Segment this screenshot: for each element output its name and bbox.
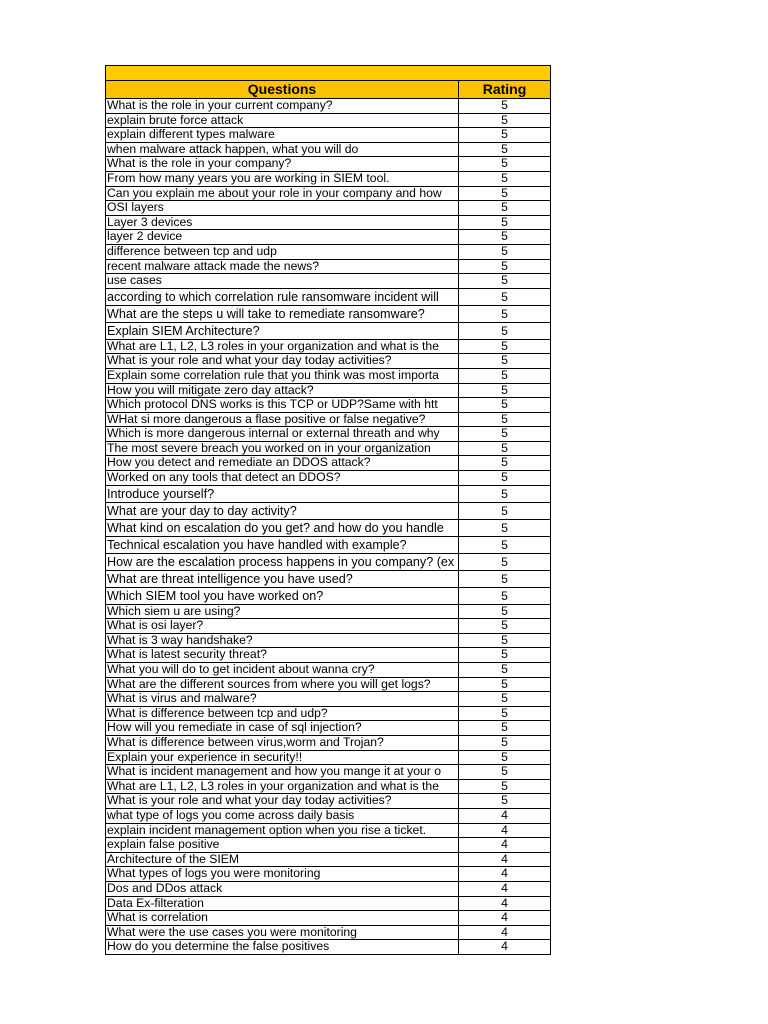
rating-cell: 5 xyxy=(501,647,508,662)
rating-cell: 5 xyxy=(501,537,508,552)
rating-cell: 5 xyxy=(501,98,508,112)
table-row xyxy=(105,765,551,780)
rating-cell: 4 xyxy=(501,837,508,852)
question-cell: What are the steps u will take to remediate ransomware? xyxy=(106,306,459,322)
question-cell: Layer 3 devices xyxy=(106,216,459,230)
question-cell: Explain some correlation rule that you think was most importa xyxy=(106,369,459,383)
table-row xyxy=(105,554,551,571)
table-row xyxy=(105,128,551,143)
question-cell: How do you determine the false positives xyxy=(106,940,459,954)
question-cell: explain false positive xyxy=(106,838,459,852)
table-row xyxy=(105,780,551,795)
table-row xyxy=(105,143,551,158)
table-row xyxy=(105,537,551,554)
question-cell: Can you explain me about your role in your company and how xyxy=(106,187,459,201)
rating-cell: 5 xyxy=(501,662,508,677)
rating-cell: 5 xyxy=(501,323,508,338)
question-cell: What types of logs you were monitoring xyxy=(106,867,459,881)
question-cell: How you detect and remediate an DDOS attack? xyxy=(106,456,459,470)
question-cell: What is your role and what your day today activities? xyxy=(106,794,459,808)
rating-cell: 5 xyxy=(501,170,508,185)
table-row xyxy=(105,456,551,471)
rating-cell: 5 xyxy=(501,367,508,382)
question-cell: Dos and DDos attack xyxy=(106,882,459,896)
rating-cell: 5 xyxy=(501,243,508,258)
question-cell: What kind on escalation do you get? and how do you handle xyxy=(106,520,459,536)
table-row xyxy=(105,707,551,722)
question-cell: Introduce yourself? xyxy=(106,486,459,502)
table-row xyxy=(105,588,551,605)
question-cell: What is osi layer? xyxy=(106,619,459,633)
table-row xyxy=(105,736,551,751)
question-cell: The most severe breach you worked on in your organization xyxy=(106,442,459,456)
rating-cell: 5 xyxy=(501,764,508,779)
table-row xyxy=(105,369,551,384)
table-row xyxy=(105,853,551,868)
question-cell: What is incident management and how you mange it at your o xyxy=(106,765,459,779)
table-row xyxy=(105,571,551,588)
question-cell: What is latest security threat? xyxy=(106,648,459,662)
question-cell: explain incident management option when you rise a ticket. xyxy=(106,824,459,838)
table-body xyxy=(105,99,551,955)
rating-cell: 5 xyxy=(501,588,508,603)
rating-cell: 5 xyxy=(501,185,508,200)
rating-cell: 5 xyxy=(501,426,508,441)
table-row xyxy=(105,157,551,172)
rating-cell: 5 xyxy=(501,141,508,156)
question-cell: Worked on any tools that detect an DDOS? xyxy=(106,471,459,485)
table-row xyxy=(105,289,551,306)
rating-cell: 5 xyxy=(501,603,508,618)
rating-header: Rating xyxy=(482,81,527,97)
questions-header: Questions xyxy=(106,81,459,98)
table-header-row xyxy=(105,81,551,99)
table-row xyxy=(105,809,551,824)
question-cell: What is the role in your current company? xyxy=(106,99,459,113)
rating-cell: 4 xyxy=(501,807,508,822)
rating-cell: 5 xyxy=(501,676,508,691)
table-row xyxy=(105,824,551,839)
table-row xyxy=(105,323,551,340)
question-cell: What were the use cases you were monitoring xyxy=(106,926,459,940)
question-cell: WHat si more dangerous a flase positive or false negative? xyxy=(106,413,459,427)
question-cell: Which is more dangerous internal or external threath and why xyxy=(106,427,459,441)
table-row xyxy=(105,354,551,369)
table-row xyxy=(105,201,551,216)
rating-cell: 4 xyxy=(501,910,508,925)
rating-cell: 5 xyxy=(501,156,508,171)
rating-cell: 4 xyxy=(501,880,508,895)
table-row xyxy=(105,471,551,486)
question-cell: What is difference between virus,worm and Trojan? xyxy=(106,736,459,750)
table-row xyxy=(105,187,551,202)
rating-cell: 5 xyxy=(501,793,508,808)
rating-cell: 5 xyxy=(501,720,508,735)
question-cell: Which protocol DNS works is this TCP or UDP?Same with htt xyxy=(106,398,459,412)
rating-cell: 4 xyxy=(501,822,508,837)
table-row xyxy=(105,114,551,129)
rating-cell: 5 xyxy=(501,735,508,749)
top-yellow-bar xyxy=(105,65,551,81)
question-cell: How you will mitigate zero day attack? xyxy=(106,384,459,398)
table-row xyxy=(105,897,551,912)
question-cell: What are threat intelligence you have used? xyxy=(106,571,459,587)
rating-cell: 5 xyxy=(501,503,508,518)
rating-cell: 5 xyxy=(501,749,508,764)
table-row xyxy=(105,427,551,442)
question-cell: What are L1, L2, L3 roles in your organization and what is the xyxy=(106,340,459,354)
question-cell: according to which correlation rule ransomware incident will xyxy=(106,289,459,305)
rating-cell: 5 xyxy=(501,411,508,426)
rating-cell: 4 xyxy=(501,924,508,939)
question-cell: Explain your experience in security!! xyxy=(106,751,459,765)
rating-cell: 5 xyxy=(501,200,508,215)
question-cell: How are the escalation process happens in you company? (ex xyxy=(106,554,459,570)
table-row xyxy=(105,99,551,114)
question-cell: when malware attack happen, what you will do xyxy=(106,143,459,157)
question-cell: What is difference between tcp and udp? xyxy=(106,707,459,721)
rating-cell: 4 xyxy=(501,895,508,910)
table-row xyxy=(105,520,551,537)
table-row xyxy=(105,384,551,399)
table-row xyxy=(105,692,551,707)
question-cell: OSI layers xyxy=(106,201,459,215)
table-row xyxy=(105,648,551,663)
rating-cell: 5 xyxy=(501,632,508,647)
table-row xyxy=(105,486,551,503)
question-cell: use cases xyxy=(106,274,459,288)
rating-cell: 5 xyxy=(501,486,508,501)
question-cell: What is the role in your company? xyxy=(106,157,459,171)
rating-cell: 5 xyxy=(501,455,508,470)
table-row xyxy=(105,634,551,649)
question-cell: How will you remediate in case of sql injection? xyxy=(106,721,459,735)
question-cell: What is virus and malware? xyxy=(106,692,459,706)
table-row xyxy=(105,619,551,634)
question-cell: What are the different sources from where you will get logs? xyxy=(106,678,459,692)
rating-cell: 4 xyxy=(501,939,508,954)
rating-cell: 5 xyxy=(501,353,508,368)
question-cell: explain brute force attack xyxy=(106,114,459,128)
rating-cell: 5 xyxy=(501,618,508,633)
question-cell: Data Ex-filteration xyxy=(106,897,459,911)
table-row xyxy=(105,940,551,955)
rating-cell: 5 xyxy=(501,258,508,273)
table-row xyxy=(105,172,551,187)
table-row xyxy=(105,340,551,355)
table-row xyxy=(105,751,551,766)
table-row xyxy=(105,216,551,231)
question-cell: Explain SIEM Architecture? xyxy=(106,323,459,339)
table-row xyxy=(105,882,551,897)
rating-cell: 5 xyxy=(501,520,508,535)
question-cell: What is correlation xyxy=(106,911,459,925)
question-cell: layer 2 device xyxy=(106,230,459,244)
table-row xyxy=(105,306,551,323)
rating-cell: 5 xyxy=(501,691,508,706)
table-row xyxy=(105,398,551,413)
rating-cell: 5 xyxy=(501,214,508,229)
question-cell: recent malware attack made the news? xyxy=(106,260,459,274)
rating-cell: 5 xyxy=(501,127,508,142)
spreadsheet-table xyxy=(105,65,551,955)
question-cell: What are your day to day activity? xyxy=(106,503,459,519)
rating-cell: 5 xyxy=(501,778,508,793)
question-cell: What are L1, L2, L3 roles in your organization and what is the xyxy=(106,780,459,794)
table-row xyxy=(105,678,551,693)
rating-cell: 5 xyxy=(501,554,508,569)
table-row xyxy=(105,245,551,260)
table-row xyxy=(105,838,551,853)
rating-cell: 5 xyxy=(501,306,508,321)
table-row xyxy=(105,911,551,926)
rating-cell: 5 xyxy=(501,229,508,244)
table-row xyxy=(105,721,551,736)
question-cell: what type of logs you come across daily basis xyxy=(106,809,459,823)
question-cell: Which siem u are using? xyxy=(106,605,459,619)
question-cell: Architecture of the SIEM xyxy=(106,853,459,867)
table-row xyxy=(105,503,551,520)
rating-cell: 5 xyxy=(501,382,508,397)
rating-cell: 5 xyxy=(501,571,508,586)
rating-cell: 5 xyxy=(501,705,508,720)
question-cell: What is 3 way handshake? xyxy=(106,634,459,648)
question-cell: What you will do to get incident about wanna cry? xyxy=(106,663,459,677)
question-cell: Technical escalation you have handled with example? xyxy=(106,537,459,553)
rating-cell: 5 xyxy=(501,397,508,412)
question-cell: From how many years you are working in SIEM tool. xyxy=(106,172,459,186)
table-row xyxy=(105,230,551,245)
table-row xyxy=(105,794,551,809)
rating-cell: 5 xyxy=(501,470,508,485)
table-row xyxy=(105,413,551,428)
table-row xyxy=(105,926,551,941)
question-cell: explain different types malware xyxy=(106,128,459,142)
question-cell: difference between tcp and udp xyxy=(106,245,459,259)
table-row xyxy=(105,867,551,882)
question-cell: Which SIEM tool you have worked on? xyxy=(106,588,459,604)
rating-cell: 5 xyxy=(501,338,508,353)
question-cell: What is your role and what your day today activities? xyxy=(106,354,459,368)
rating-cell: 5 xyxy=(501,440,508,455)
table-row xyxy=(105,274,551,289)
rating-cell: 5 xyxy=(501,273,508,288)
table-row xyxy=(105,663,551,678)
table-row xyxy=(105,260,551,275)
rating-cell: 4 xyxy=(501,851,508,866)
rating-cell: 5 xyxy=(501,289,508,304)
table-row xyxy=(105,605,551,620)
rating-cell: 4 xyxy=(501,866,508,881)
table-row xyxy=(105,442,551,457)
rating-cell: 5 xyxy=(501,112,508,127)
